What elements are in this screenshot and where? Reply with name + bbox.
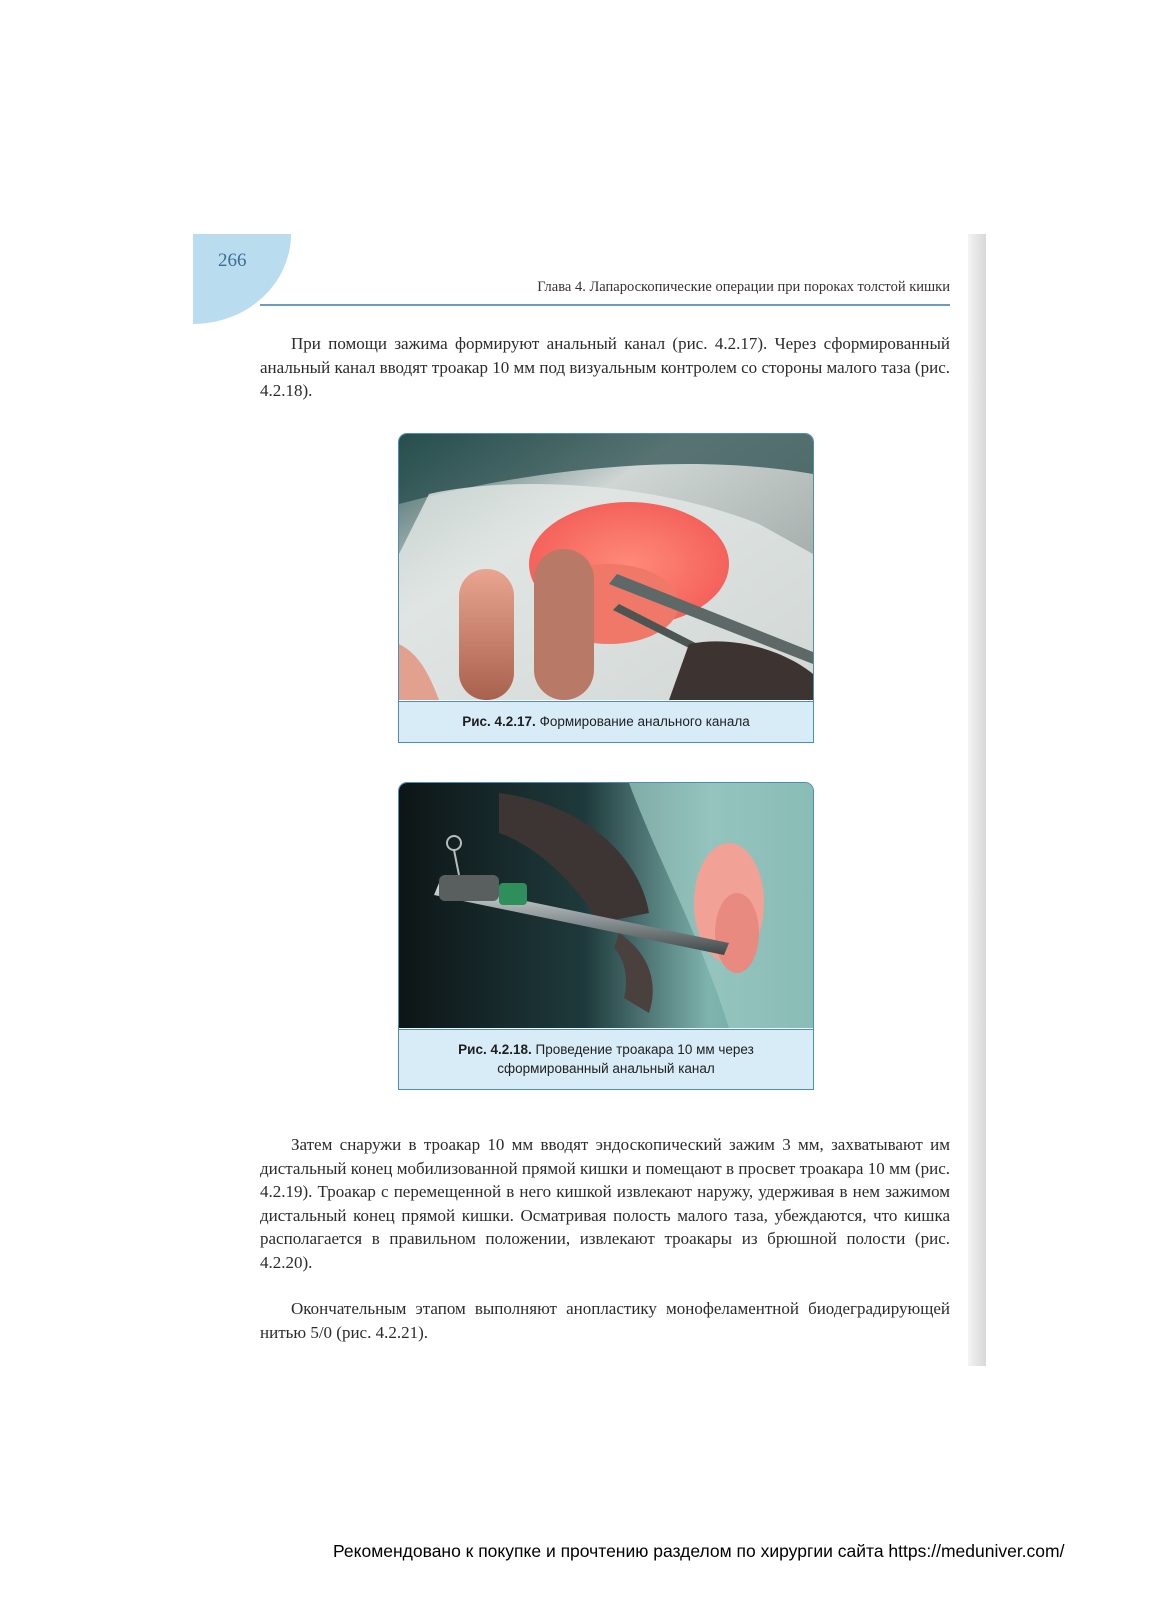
figure-caption-line2: сформированный анальный канал [497, 1061, 715, 1076]
page-number: 266 [218, 250, 247, 271]
paragraph-3: Окончательным этапом выполняют анопластику монофеламентной биодеградирующей нитью 5/0 (рис. 4.2.21). [260, 1299, 950, 1342]
figure-4-2-17 [398, 433, 814, 743]
page-spine-shadow [968, 234, 986, 1366]
footer-recommendation: Рекомендовано к покупке и прочтению разделом по хирургии сайта https://meduniver.com/ [333, 1541, 1065, 1561]
figure-label: Рис. 4.2.17. [462, 714, 536, 729]
paragraph-2: Затем снаружи в троакар 10 мм вводят эндоскопический зажим 3 мм, захватывают им дистальный конец мобилизованной прямой кишки и помещают в просвет троакара 10 мм (рис. 4.2.19). Троакар с перемещенной в него кишкой извлекают наружу, удерживая в нем зажимом дистальный конец прямой кишки. Осматривая полость малого таза, убеждаются, что кишка располагается в правильном положении, извлекают троакары из брюшной полости (рис. 4.2.20). [260, 1135, 950, 1272]
figure-caption-text: Формирование анального канала [539, 714, 750, 729]
running-head: Глава 4. Лапароскопические операции при пороках толстой кишки [537, 279, 950, 295]
figure-caption-line1: Проведение троакара 10 мм через [535, 1042, 754, 1057]
figure-label: Рис. 4.2.18. [458, 1042, 532, 1057]
figure-caption-4-2-17 [399, 701, 813, 742]
paragraph-1: При помощи зажима формируют анальный канал (рис. 4.2.17). Через сформированный анальный канал вводят троакар 10 мм под визуальным контролем со стороны малого таза (рис. 4.2.18). [260, 334, 950, 400]
photo-trocar-insertion [399, 783, 813, 1028]
figure-caption-4-2-18 [399, 1029, 813, 1089]
header-rule [260, 304, 950, 306]
figure-4-2-18 [398, 782, 814, 1090]
photo-anal-canal-formation [399, 434, 813, 700]
